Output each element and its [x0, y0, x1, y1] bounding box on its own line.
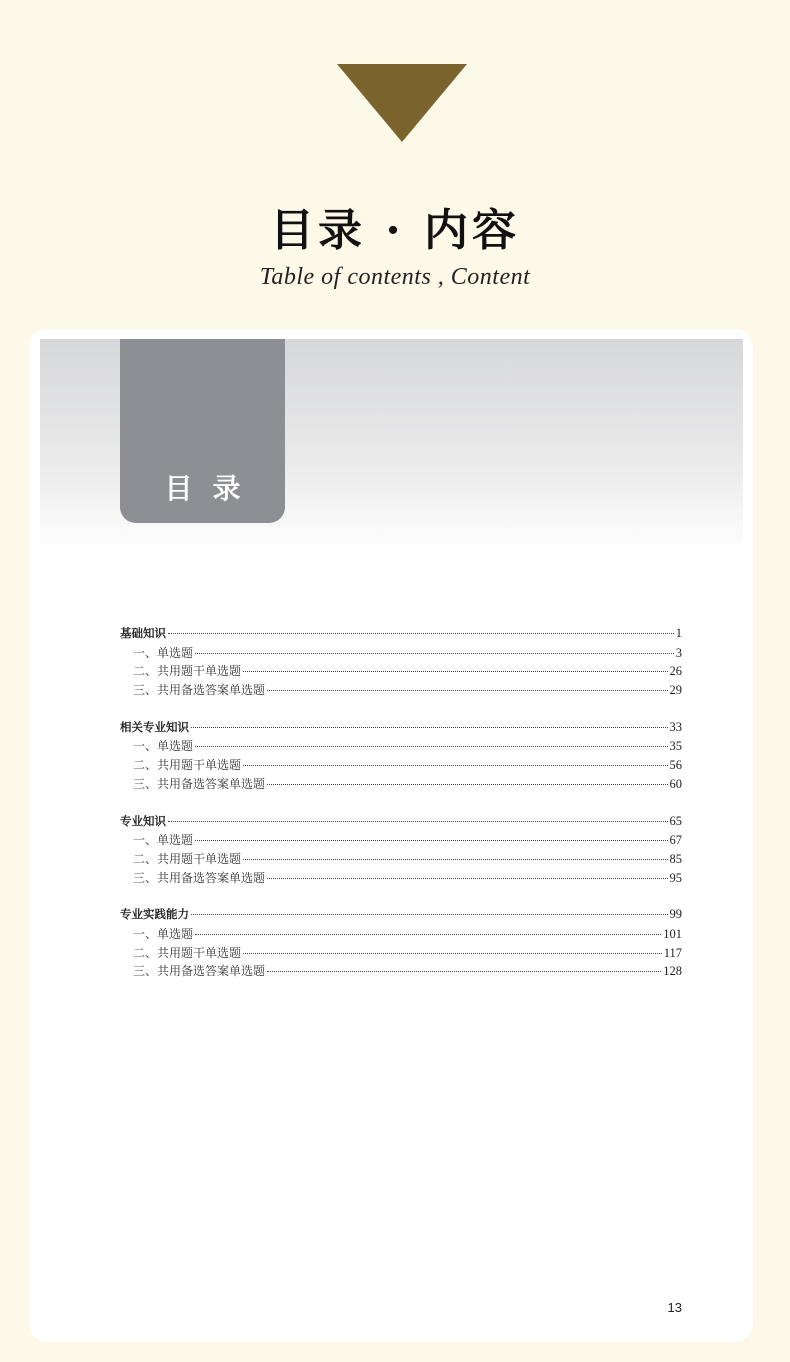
dot-leader [191, 727, 668, 728]
toc-item-label: 一、单选题 [133, 739, 194, 754]
toc-item-row[interactable] [120, 775, 682, 794]
toc-chapter-title: 基础知识 [120, 626, 166, 640]
toc-section [120, 719, 682, 794]
toc-item-label: 三、共用备选答案单选题 [133, 776, 266, 791]
toc-chapter-row[interactable] [120, 719, 682, 738]
toc-page-number: 117 [663, 945, 682, 960]
dot-leader [195, 840, 667, 841]
page-number: 13 [667, 1300, 682, 1315]
toc-page-number: 67 [669, 833, 682, 848]
toc-item-row[interactable] [120, 737, 682, 756]
toc-page-number: 26 [669, 664, 682, 679]
table-of-contents [120, 625, 682, 1000]
page-subtitle: Table of contents , Content [259, 264, 531, 290]
toc-page-number: 1 [675, 626, 682, 640]
dot-leader [267, 878, 667, 879]
toc-item-label: 一、单选题 [133, 833, 194, 848]
toc-tab [120, 339, 285, 523]
toc-item-row[interactable] [120, 850, 682, 869]
toc-item-row[interactable] [120, 869, 682, 888]
toc-item-row[interactable] [120, 662, 682, 681]
dot-leader [243, 671, 667, 672]
toc-page-number: 128 [663, 964, 682, 979]
toc-item-label: 二、共用题干单选题 [133, 945, 242, 960]
toc-page-number: 3 [675, 645, 682, 660]
toc-page-number: 56 [669, 758, 682, 773]
toc-page-number: 33 [669, 719, 682, 734]
toc-tab-label: 目录 [164, 472, 261, 505]
dot-leader [195, 934, 661, 935]
toc-page-number: 95 [669, 870, 682, 885]
toc-chapter-row[interactable] [120, 813, 682, 832]
page-title: 目录 · 内容 [270, 205, 520, 256]
toc-item-label: 一、单选题 [133, 926, 194, 941]
toc-page-number: 101 [663, 926, 682, 941]
dot-leader [267, 690, 667, 691]
down-triangle-icon [337, 64, 467, 142]
dot-leader [243, 859, 667, 860]
toc-page-number: 29 [669, 683, 682, 698]
dot-leader [191, 914, 668, 915]
toc-item-label: 二、共用题干单选题 [133, 664, 242, 679]
toc-chapter-title: 相关专业知识 [120, 719, 189, 734]
toc-item-row[interactable] [120, 925, 682, 944]
toc-item-label: 一、单选题 [133, 645, 194, 660]
toc-section [120, 906, 682, 981]
toc-item-label: 二、共用题干单选题 [133, 851, 242, 866]
document-page [29, 329, 753, 1342]
toc-item-label: 三、共用备选答案单选题 [133, 870, 266, 885]
toc-item-row[interactable] [120, 644, 682, 663]
toc-chapter-title: 专业实践能力 [120, 907, 189, 922]
toc-page-number: 99 [669, 907, 682, 922]
dot-leader [243, 765, 667, 766]
dot-leader [168, 821, 668, 822]
toc-item-label: 二、共用题干单选题 [133, 758, 242, 773]
toc-page-number: 85 [669, 851, 682, 866]
toc-item-row[interactable] [120, 756, 682, 775]
dot-leader [168, 633, 674, 634]
toc-item-row[interactable] [120, 681, 682, 700]
toc-item-label: 三、共用备选答案单选题 [133, 964, 266, 979]
toc-section [120, 625, 682, 700]
toc-item-row[interactable] [120, 962, 682, 981]
dot-leader [267, 784, 667, 785]
toc-chapter-row[interactable] [120, 625, 682, 644]
dot-leader [243, 953, 662, 954]
toc-item-row[interactable] [120, 944, 682, 963]
toc-page-number: 35 [669, 739, 682, 754]
dot-leader [195, 653, 674, 654]
toc-item-label: 三、共用备选答案单选题 [133, 683, 266, 698]
toc-chapter-title: 专业知识 [120, 813, 166, 828]
toc-page-number: 65 [669, 813, 682, 828]
toc-page-number: 60 [669, 776, 682, 791]
toc-chapter-row[interactable] [120, 906, 682, 925]
toc-item-row[interactable] [120, 831, 682, 850]
dot-leader [267, 971, 661, 972]
dot-leader [195, 746, 667, 747]
toc-section [120, 813, 682, 888]
